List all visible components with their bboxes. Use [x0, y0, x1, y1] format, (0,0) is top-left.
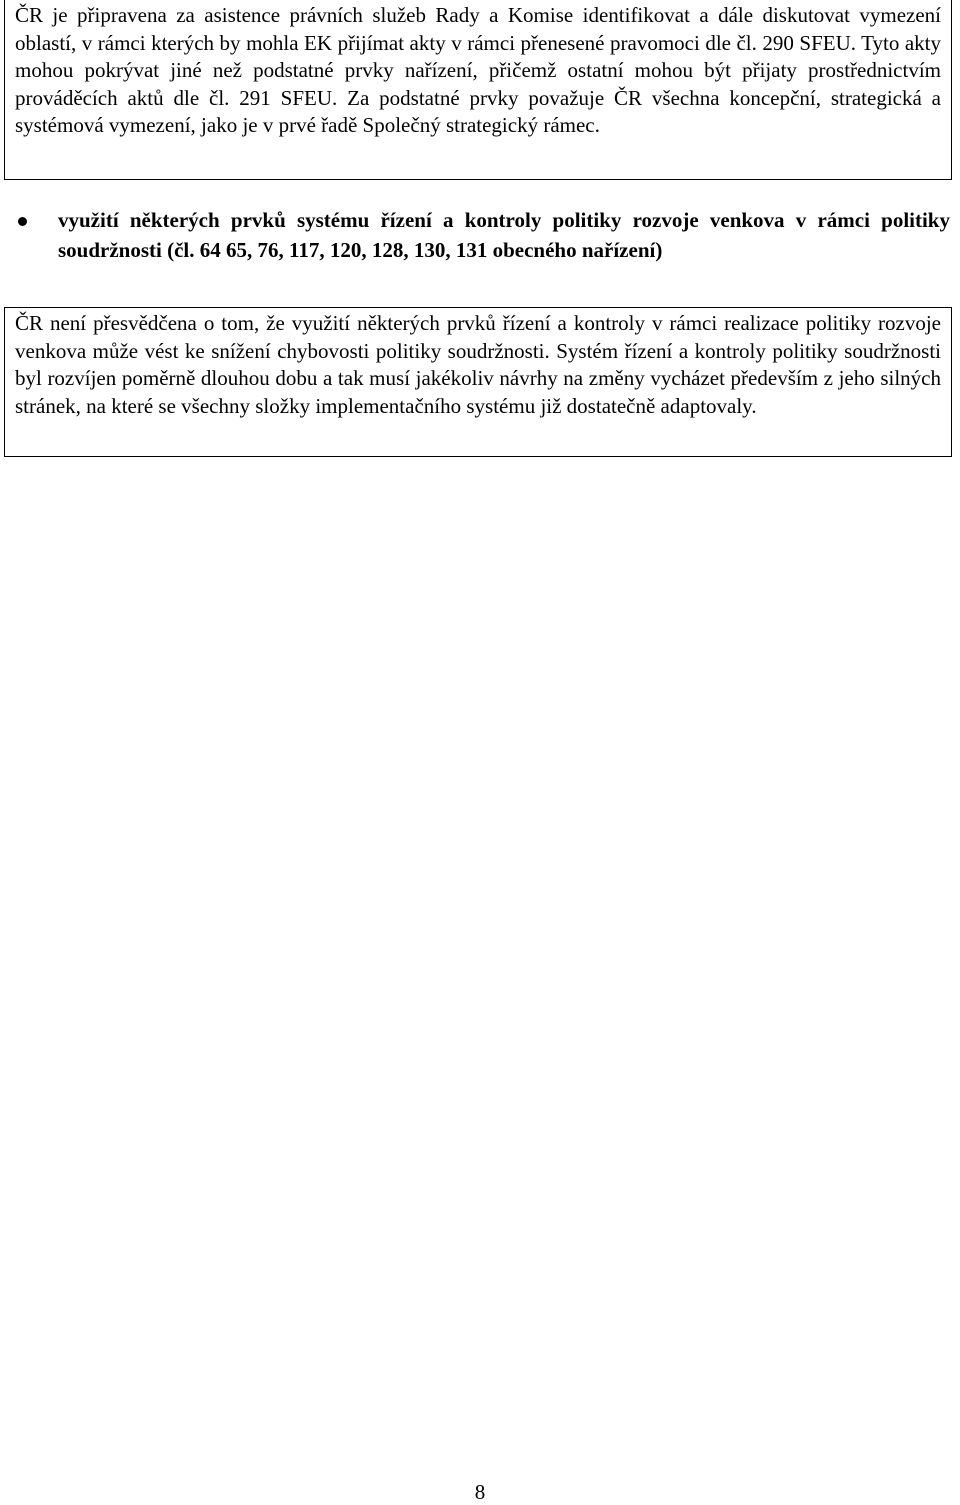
position-paragraph-box: [4, 0, 952, 180]
response-paragraph-text: ČR není přesvědčena o tom, že využití některých prvků řízení a kontroly v rámci realizace politiky rozvoje venkova může vést ke snížení chybovosti politiky soudržnosti. Systém řízení a kontroly politiky soudržnosti byl rozvíjen poměrně dlouhou dobu a tak musí jakékoliv návrhy na změny vycházet především z jeho silných stránek, na které se všechny složky implementačního systému již dostatečně adaptovaly.: [15, 311, 941, 418]
bullet-heading: [12, 205, 950, 265]
response-paragraph-box: [4, 307, 952, 457]
position-paragraph-text: ČR je připravena za asistence právních služeb Rady a Komise identifikovat a dále diskutovat vymezení oblastí, v rámci kterých by mohla EK přijímat akty v rámci přenesené pravomoci dle čl. 290 SFEU. Tyto akty mohou pokrývat jiné než podstatné prvky nařízení, přičemž ostatní mohou být přijaty prostřednictvím prováděcích aktů dle čl. 291 SFEU. Za podstatné prvky považuje ČR všechna koncepční, strategická a systémová vymezení, jako je v prvé řadě Společný strategický rámec.: [15, 3, 941, 137]
page-number: 8: [474, 1480, 486, 1504]
bullet-icon: [18, 217, 27, 226]
bullet-heading-text: využití některých prvků systému řízení a kontroly politiky rozvoje venkova v rámci politiky soudržnosti (čl. 64 65, 76, 117, 120, 128, 130, 131 obecného nařízení): [58, 208, 950, 262]
